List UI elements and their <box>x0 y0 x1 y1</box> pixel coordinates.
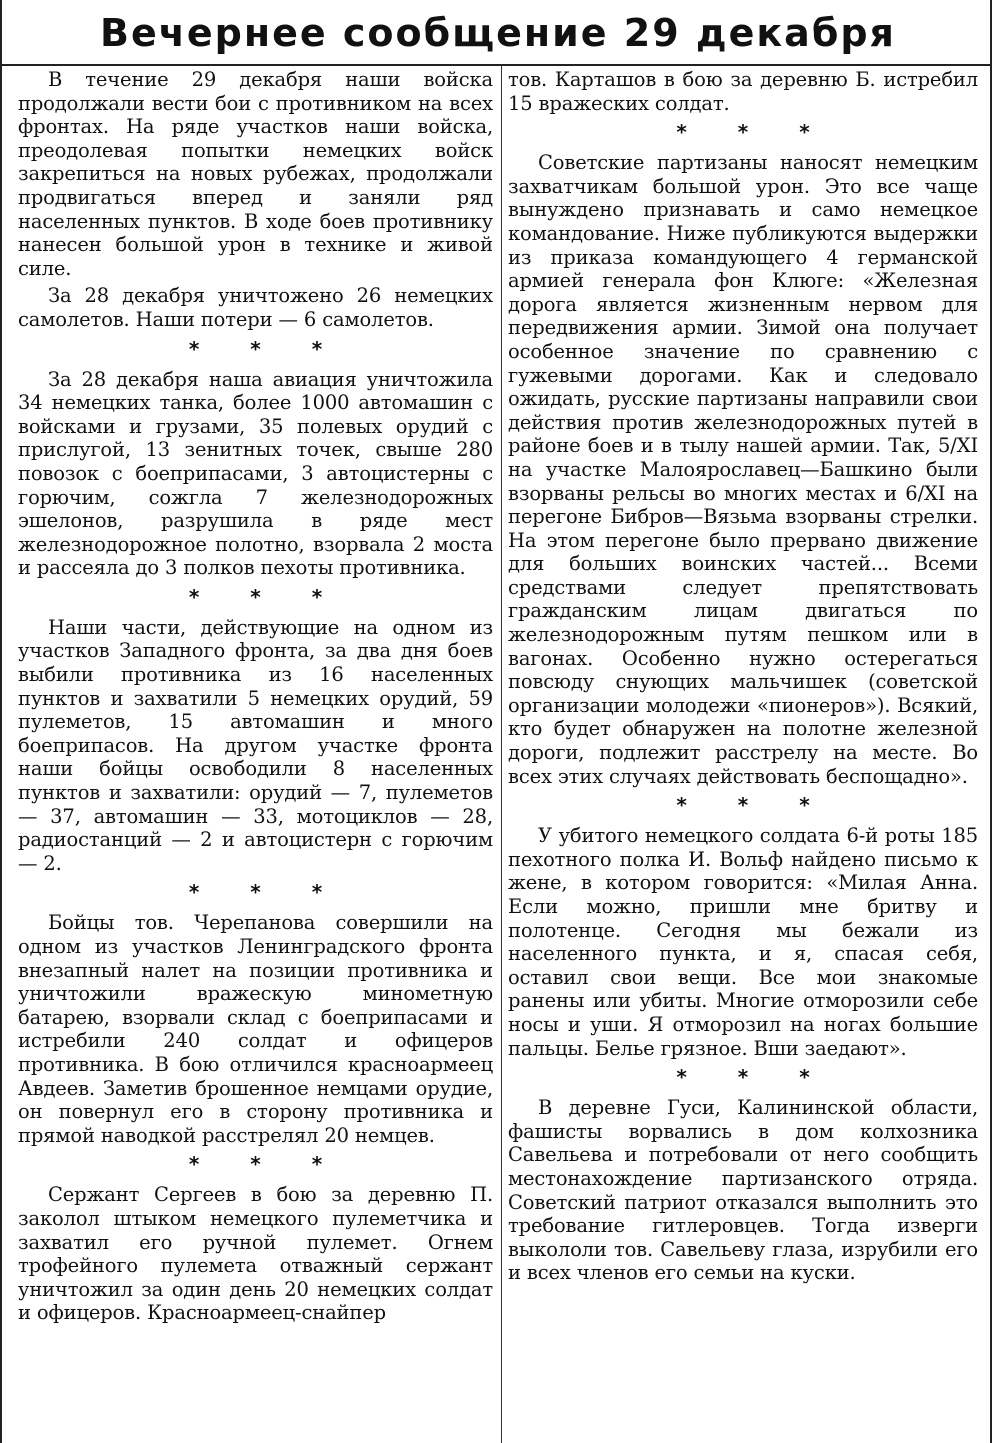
section-separator: * * * <box>188 880 345 905</box>
article-paragraph: В деревне Гуси, Калининской области, фашисты ворвались в дом колхозника Савельева и потребовали от него сообщить местонахождение партизанского отряда. Советский патриот отказался выполнить это требование гитлеровцев. Тогда изверги выкололи тов. Савельеву глаза, изрубили его и всех членов его семьи на куски. <box>508 1096 978 1285</box>
headline-rule <box>2 64 992 66</box>
article-paragraph-continued: тов. Карташов в бою за деревню Б. истребил 15 вражеских солдат. <box>508 68 978 115</box>
section-separator: * * * <box>188 1152 345 1177</box>
section-separator: * * * <box>676 1065 832 1090</box>
section-separator: * * * <box>188 584 345 609</box>
column-divider <box>501 66 502 1443</box>
article-paragraph: За 28 декабря уничтожено 26 немецких самолетов. Наши потери — 6 самолетов. <box>18 284 493 331</box>
left-column <box>18 68 493 1329</box>
headline: Вечернее сообщение 29 декабря <box>100 11 896 55</box>
section-separator: * * * <box>676 120 832 145</box>
article-paragraph: Сержант Сергеев в бою за деревню П. заколол штыком немецкого пулеметчика и захватил его ручной пулемет. Огнем трофейного пулемета отважный сержант уничтожил за один день 20 немецких солдат и офицеров. Красноармеец-снайпер <box>18 1183 493 1325</box>
article-paragraph: В течение 29 декабря наши войска продолжали вести бои с противником на всех фронтах. На ряде участков наши войска, преодолевая попытки немецких войск закрепиться на новых рубежах, продолжали продвигаться вперед и заняли ряд населенных пунктов. В ходе боев противнику нанесен большой урон в технике и живой силе. <box>18 68 493 280</box>
right-column <box>508 68 978 1289</box>
section-separator: * * * <box>188 336 345 361</box>
article-paragraph: У убитого немецкого солдата 6-й роты 185 пехотного полка И. Вольф найдено письмо к жене, в котором говорится: «Милая Анна. Если можно, пришли мне бритву и полотенце. Сегодня мы бежали из населенного пункта, и я, спасая себя, оставил свои вещи. Все мои знакомые ранены или убиты. Многие отморозили себе носы и уши. Я отморозил на ногах большие пальцы. Белье грязное. Вши заедают». <box>508 824 978 1060</box>
article-paragraph: За 28 декабря наша авиация уничтожила 34 немецких танка, более 1000 автомашин с войсками и грузами, 35 полевых орудий с прислугой, 13 зенитных точек, свыше 280 повозок с боеприпасами, 3 автоцистерны с горючим, сожгла 7 железнодорожных эшелонов, разрушила в ряде мест железнодорожное полотно, взорвала 2 моста и рассеяла до 3 полков пехоты противника. <box>18 367 493 580</box>
article-paragraph: Советские партизаны наносят немецким захватчикам большой урон. Это все чаще вынуждено признавать и само немецкое командование. Ниже публикуются выдержки из приказа командующего 4 германской армией генерала фон Клюге: «Железная дорога является жизненным нервом для передвижения армии. Зимой она получает особенное значение по сравнению с гужевыми дорогами. Как и следовало ожидать, русские партизаны направили свои действия против железнодорожных путей в районе боев и в тылу нашей армии. Так, 5/XI на участке Малоярославец—Башкино были взорваны рельсы во многих местах и 6/XI на перегоне Бибров—Вязьма взорваны стрелки. На этом перегоне было прервано движение для больших воинских частей... Всеми средствами следует препятствовать гражданским лицам двигаться по железнодорожным путям пешком или в вагонах. Особенно нужно остерегаться повсюду снующих мальчишек (советской организации молодежи «пионеров»). Всякий, кто будет обнаружен на полотне железной дороги, подлежит расстрелу на месте. Во всех этих случаях действовать беспощадно». <box>508 151 978 788</box>
article-paragraph: Бойцы тов. Черепанова совершили на одном из участков Ленинградского фронта внезапный налет на позиции противника и уничтожили вражескую минометную батарею, взорвали склад с боеприпасами и истребили 240 солдат и офицеров противника. В бою отличился красноармеец Авдеев. Заметив брошенное немцами орудие, он повернул его в сторону противника и прямой наводкой расстрелял 20 немцев. <box>18 911 493 1147</box>
article-paragraph: Наши части, действующие на одном из участков Западного фронта, за два дня боев выбили противника из 16 населенных пунктов и захватили 5 немецких орудий, 59 пулеметов, 15 автомашин и много боеприпасов. На другом участке фронта наши бойцы освободили 8 населенных пунктов и захватили: орудий — 7, пулеметов — 37, автомашин — 33, мотоциклов — 28, радиостанций — 2 и автоцистерн с горючим — 2. <box>18 615 493 875</box>
section-separator: * * * <box>676 793 832 818</box>
